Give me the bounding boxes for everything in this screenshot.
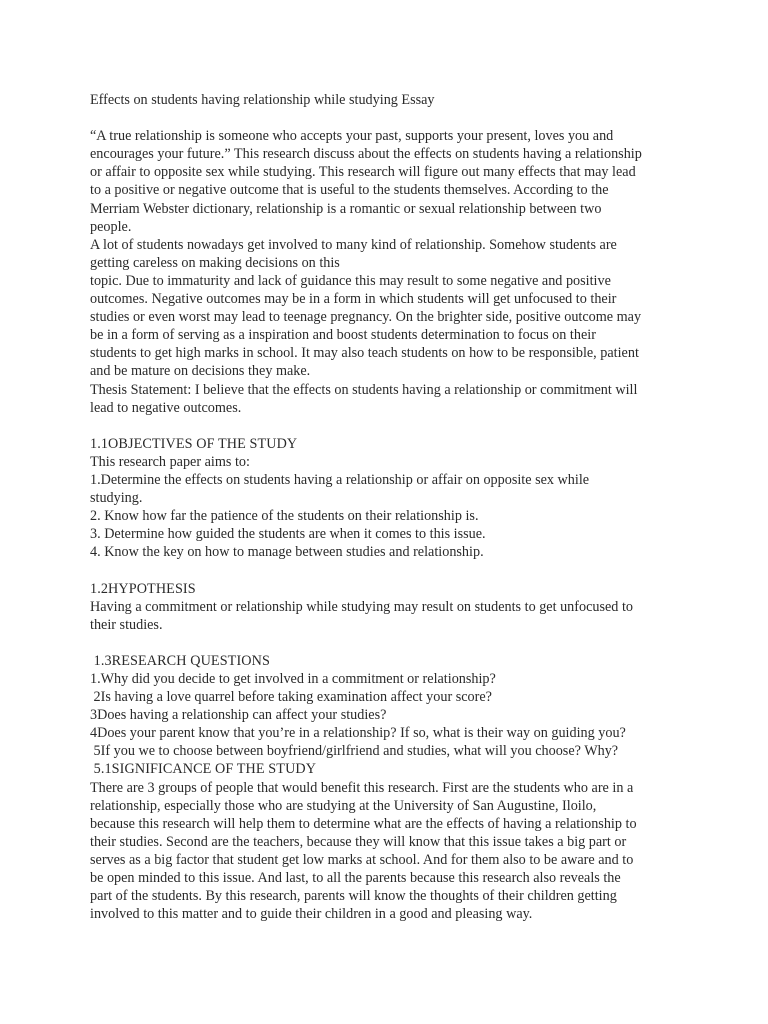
document-title: Effects on students having relationship while studying Essay [90,92,435,108]
text-line: studies or even worst may lead to teenage pregnancy. On the brighter side, positive outcome may [90,309,642,326]
text-line: 3Does having a relationship can affect your studies? [90,707,387,724]
research-questions-heading: 1.3RESEARCH QUESTIONS [90,652,270,669]
text-line: 5If you we to choose between boyfriend/girlfriend and studies, what will you choose? Why? [90,743,619,760]
text-line: Thesis Statement: I believe that the effects on students having a relationship or commitment will [90,381,638,398]
significance-heading: 5.1SIGNIFICANCE OF THE STUDY [90,761,317,778]
text-line: lead to negative outcomes. [90,399,242,416]
text-line: part of the students. By this research, parents will know the thoughts of their children getting [90,888,617,905]
text-line: students to get high marks in school. It may also teach students on how to be responsible, patient [90,345,639,362]
spacer [90,561,686,579]
objectives-heading: 1.1OBJECTIVES OF THE STUDY [90,435,298,452]
text-line: getting careless on making decisions on this [90,254,340,271]
text-line: or affair to opposite sex while studying. This research will figure out many effects that may lead [90,164,636,181]
text-line: This research paper aims to: [90,453,250,470]
text-line: people. [90,218,132,235]
text-line: 4Does your parent know that you’re in a relationship? If so, what is their way on guiding you? [90,725,626,742]
text-line: Having a commitment or relationship while studying may result on students to get unfocused to [90,598,633,615]
text-line: topic. Due to immaturity and lack of guidance this may result to some negative and positive [90,272,611,289]
document-page [90,91,686,923]
research-questions-section [90,652,686,761]
intro-paragraph [90,127,686,236]
text-line: Merriam Webster dictionary, relationship is a romantic or sexual relationship between two [90,200,602,217]
significance-section [90,760,686,923]
text-line: relationship, especially those who are studying at the University of San Augustine, Iloilo, [90,797,597,814]
spacer [90,109,686,127]
text-line: “A true relationship is someone who accepts your past, supports your present, loves you and [90,128,614,145]
text-line: 4. Know the key on how to manage between studies and relationship. [90,544,484,561]
body-paragraph [90,236,686,381]
text-line: be in a form of serving as a inspiration and boost students determination to focus on their [90,327,596,344]
thesis-statement [90,381,686,417]
text-line: 2. Know how far the patience of the students on their relationship is. [90,508,479,525]
text-line: to a positive or negative outcome that is useful to the students themselves. According to the [90,182,609,199]
text-line: involved to this matter and to guide their children in a good and pleasing way. [90,906,533,923]
text-line: encourages your future.” This research discuss about the effects on students having a relationship [90,146,642,163]
text-line: studying. [90,490,143,507]
text-line: 1.Why did you decide to get involved in a commitment or relationship? [90,671,496,687]
text-line: A lot of students nowadays get involved to many kind of relationship. Somehow students are [90,236,617,253]
text-line: There are 3 groups of people that would benefit this research. First are the students who are in a [90,779,634,796]
text-line: serves as a big factor that student get low marks at school. And for them also to be aware and to [90,851,634,868]
text-line: 2Is having a love quarrel before taking examination affect your score? [90,689,492,706]
hypothesis-heading: 1.2HYPOTHESIS [90,580,196,597]
text-line: 3. Determine how guided the students are when it comes to this issue. [90,526,486,543]
text-line: their studies. [90,616,163,633]
spacer [90,417,686,435]
text-line: outcomes. Negative outcomes may be in a form in which students will get unfocused to their [90,291,617,308]
text-line: their studies. Second are the teachers, because they will know that this issue takes a big part or [90,833,627,850]
text-line: and be mature on decisions they make. [90,363,311,380]
spacer [90,634,686,652]
objectives-section [90,435,686,562]
text-line: because this research will help them to determine what are the effects of having a relationship to [90,815,637,832]
text-line: 1.Determine the effects on students having a relationship or affair on opposite sex while [90,471,590,488]
text-line: be open minded to this issue. And last, to all the parents because this research also reveals the [90,870,621,887]
hypothesis-section [90,580,686,634]
